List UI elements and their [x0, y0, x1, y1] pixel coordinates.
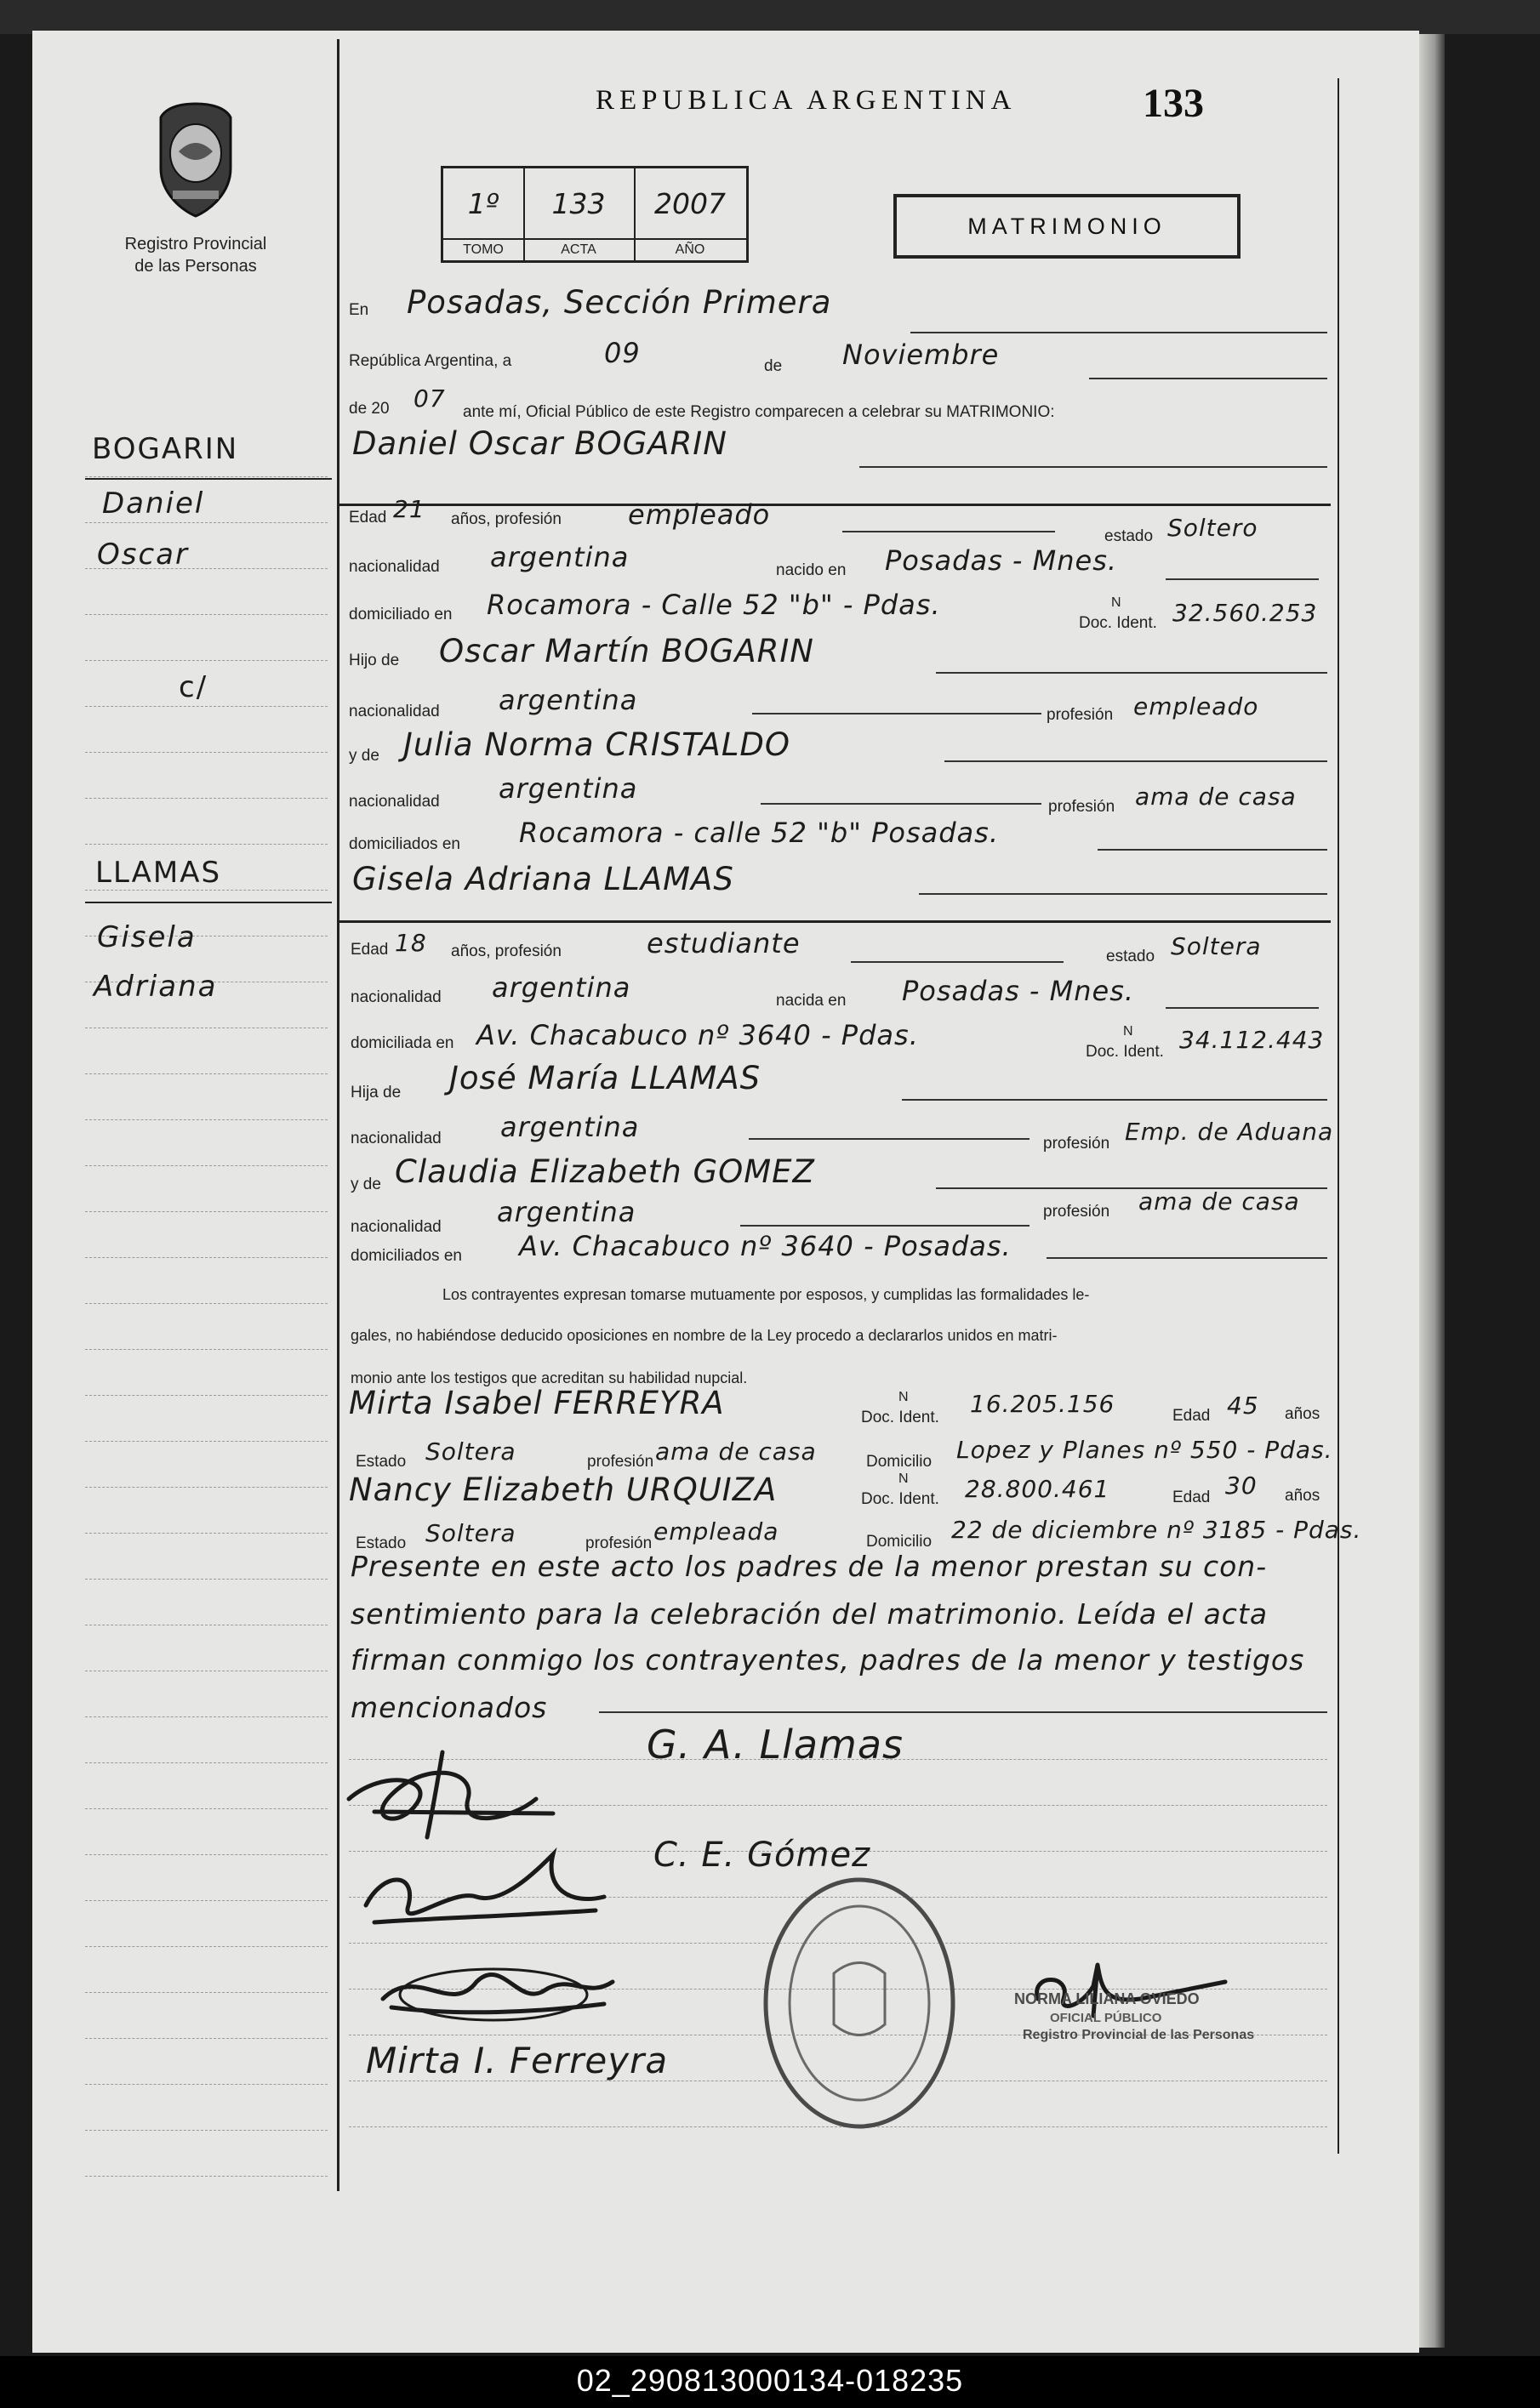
bride-parents-address-line — [1047, 1257, 1327, 1259]
official-seal-icon — [757, 1871, 961, 2135]
margin-groom-surname: BOGARIN — [92, 432, 239, 466]
groom-father-line — [936, 672, 1327, 674]
bride-mother-prof-label: profesión — [1043, 1203, 1110, 1221]
margin-ruled-line — [85, 844, 328, 845]
witness2-age: 30 — [1225, 1472, 1258, 1500]
witness1-address: Lopez y Planes nº 550 - Pdas. — [956, 1436, 1333, 1464]
margin-groom-first: Daniel — [102, 487, 205, 521]
margin-ruled-line — [85, 1992, 328, 1993]
groom-father-nat-label: nacionalidad — [349, 703, 440, 720]
month-value: Noviembre — [842, 339, 1000, 371]
intro-statement: ante mí, Oficial Público de este Registro comparecen a celebrar su MATRIMONIO: — [463, 403, 1055, 421]
page-number: 133 — [1143, 81, 1204, 126]
witness2-doc-label: Doc. Ident. — [861, 1490, 939, 1508]
acta-label: ACTA — [523, 238, 634, 260]
acta-value: 133 — [551, 187, 606, 220]
margin-ruled-line — [85, 1533, 328, 1534]
page-edge — [1419, 34, 1445, 2348]
margin-ruled-line — [85, 2038, 328, 2039]
bride-nacida-label: nacida en — [776, 992, 847, 1010]
day-value: 09 — [604, 337, 641, 369]
witness1-age: 45 — [1227, 1392, 1259, 1420]
margin-ruled-line — [85, 798, 328, 799]
bride-profession-label: años, profesión — [451, 942, 562, 960]
margin-ruled-line — [85, 2084, 328, 2085]
witness2-estado-label: Estado — [356, 1534, 407, 1552]
scan-background — [0, 0, 1540, 34]
bride-hija-label: Hija de — [351, 1084, 402, 1102]
margin-ruled-line — [85, 1762, 328, 1763]
bride-father-nationality: argentina — [500, 1111, 640, 1143]
margin-ruled-line — [85, 1441, 328, 1442]
acta-cell — [523, 168, 636, 260]
bride-mother-profession: ama de casa — [1138, 1187, 1300, 1215]
bride-mother-nat-label: nacionalidad — [351, 1218, 442, 1236]
groom-age: 21 — [393, 495, 425, 523]
tomo-value: 1º — [467, 187, 499, 220]
tomo-label: TOMO — [443, 238, 523, 260]
margin-ruled-line — [85, 2130, 328, 2131]
place-value: Posadas, Sección Primera — [407, 284, 832, 321]
witness2-doc-sup: N — [898, 1472, 909, 1486]
groom-mother-nationality: argentina — [499, 772, 638, 805]
month-line — [1089, 378, 1327, 379]
margin-ruled-line — [85, 1349, 328, 1350]
bride-parents-address: Av. Chacabuco nº 3640 - Posadas. — [519, 1230, 1012, 1262]
notes-line-1: Presente en este acto los padres de la menor prestan su con- — [351, 1550, 1268, 1583]
declaration-line-1: Los contrayentes expresan tomarse mutuamente por esposos, y cumplidas las formalidades le- — [442, 1286, 1090, 1303]
margin-ruled-line — [85, 1303, 328, 1304]
witness2-dom-label: Domicilio — [866, 1533, 933, 1551]
witness2-estado: Soltera — [425, 1519, 516, 1547]
margin-ruled-line — [85, 1579, 328, 1580]
year-cell — [634, 168, 746, 260]
groom-birthplace-line — [1166, 578, 1319, 580]
country-heading: REPUBLICA ARGENTINA — [596, 85, 1017, 116]
margin-ruled-line — [85, 1716, 328, 1717]
groom-mother-prof-label: profesión — [1048, 798, 1115, 816]
groom-full-name: Daniel Oscar BOGARIN — [352, 425, 727, 462]
year-label: AÑO — [634, 238, 746, 260]
witness2-signature-icon — [366, 1948, 621, 2033]
bride-birthplace: Posadas - Mnes. — [902, 975, 1135, 1007]
witness1-estado-label: Estado — [356, 1453, 407, 1471]
year-suffix: 07 — [414, 384, 446, 413]
groom-father-profession: empleado — [1133, 692, 1259, 720]
margin-ruled-line — [85, 2176, 328, 2177]
margin-ruled-line — [85, 1900, 328, 1901]
bride-father-nat-label: nacionalidad — [351, 1130, 442, 1147]
margin-bride-surname: LLAMAS — [95, 856, 222, 890]
margin-divider — [337, 39, 339, 2191]
bride-full-name: Gisela Adriana LLAMAS — [352, 861, 734, 897]
margin-bride-middle: Adriana — [94, 970, 218, 1004]
father-signature-icon — [349, 1837, 621, 1939]
bride-mother-nat-line — [740, 1225, 1030, 1227]
year-value: 2007 — [654, 187, 726, 220]
groom-section-rule — [337, 504, 1331, 506]
bride-nat-label: nacionalidad — [351, 988, 442, 1006]
witness1-anos-label: años — [1285, 1405, 1320, 1423]
notes-line-2: sentimiento para la celebración del matrimonio. Leída el acta — [351, 1597, 1269, 1631]
margin-ruled-line — [85, 1808, 328, 1809]
margin-ruled-line — [85, 1487, 328, 1488]
groom-yde-label: y de — [349, 747, 379, 765]
provincial-crest-icon — [149, 100, 242, 219]
margin-ruled-line — [85, 1946, 328, 1947]
bride-mother-nationality: argentina — [497, 1196, 636, 1228]
witness1-name: Mirta Isabel FERREYRA — [349, 1385, 725, 1421]
groom-parents-address-line — [1098, 849, 1327, 851]
groom-mother-profession: ama de casa — [1135, 783, 1297, 811]
groom-nat-label: nacionalidad — [349, 558, 440, 576]
witness1-estado: Soltera — [425, 1437, 516, 1466]
bride-edad-label: Edad — [351, 941, 389, 959]
margin-ruled-line — [85, 1165, 328, 1166]
margin-ruled-line — [85, 614, 328, 615]
notes-closing-line — [599, 1711, 1327, 1713]
groom-birthplace: Posadas - Mnes. — [885, 544, 1118, 577]
bride-father-line — [902, 1099, 1327, 1101]
groom-dom-label: domiciliado en — [349, 606, 453, 623]
republica-label: República Argentina, a — [349, 352, 512, 370]
margin-groom-underline — [85, 478, 332, 480]
record-type-box: MATRIMONIO — [893, 194, 1241, 259]
groom-doc-sup: N — [1111, 595, 1121, 610]
margin-groom-middle: Oscar — [97, 538, 189, 572]
place-line — [910, 332, 1327, 333]
stamp-registry: Registro Provincial de las Personas — [1023, 2028, 1255, 2042]
margin-bride-underline — [85, 902, 332, 903]
bride-father: José María LLAMAS — [449, 1060, 761, 1096]
groom-parents-address: Rocamora - calle 52 "b" Posadas. — [519, 817, 999, 849]
bride-section-rule — [337, 920, 1331, 923]
witness1-doc: 16.205.156 — [970, 1390, 1115, 1418]
witness1-signature: Mirta I. Ferreyra — [366, 2040, 669, 2081]
bride-name-line — [919, 893, 1327, 895]
witness1-doc-sup: N — [898, 1390, 909, 1404]
bride-estado-label: estado — [1106, 948, 1155, 965]
stamp-title: OFICIAL PÚBLICO — [1050, 2011, 1162, 2025]
stamp-name: NORMA LILIANA OVIEDO — [1014, 1990, 1200, 2007]
groom-profession: empleado — [628, 498, 771, 531]
margin-ruled-line — [85, 1257, 328, 1258]
groom-father-nat-line — [752, 713, 1041, 714]
witness1-prof-label: profesión — [587, 1453, 654, 1471]
witness2-name: Nancy Elizabeth URQUIZA — [349, 1472, 778, 1508]
witness2-edad-label: Edad — [1172, 1489, 1211, 1506]
groom-father-nationality: argentina — [499, 684, 638, 716]
bride-mother: Claudia Elizabeth GOMEZ — [395, 1153, 815, 1190]
registry-line-2: de las Personas — [134, 257, 257, 276]
witness2-address: 22 de diciembre nº 3185 - Pdas. — [951, 1516, 1362, 1544]
bride-doc: 34.112.443 — [1179, 1026, 1325, 1054]
witness1-edad-label: Edad — [1172, 1407, 1211, 1425]
bride-doc-label: Doc. Ident. — [1086, 1043, 1164, 1061]
groom-mother-nat-label: nacionalidad — [349, 793, 440, 811]
groom-signature-icon — [332, 1718, 587, 1846]
groom-father: Oscar Martín BOGARIN — [439, 633, 814, 669]
margin-ruled-line — [85, 1211, 328, 1212]
declaration-line-3: monio ante los testigos que acreditan su habilidad nupcial. — [351, 1369, 748, 1386]
margin-ruled-line — [85, 890, 328, 891]
witness2-prof-label: profesión — [585, 1534, 653, 1552]
groom-nacido-label: nacido en — [776, 561, 847, 579]
groom-estado: Soltero — [1167, 514, 1258, 542]
bride-birthplace-line — [1166, 1007, 1319, 1009]
margin-ruled-line — [85, 1073, 328, 1074]
bride-parents-dom-label: domiciliados en — [351, 1247, 462, 1265]
mother-signature: C. E. Gómez — [653, 1836, 871, 1875]
groom-profession-line — [842, 531, 1055, 532]
bride-father-nat-line — [749, 1138, 1030, 1140]
groom-father-prof-label: profesión — [1047, 706, 1114, 724]
bride-father-profession: Emp. de Aduana — [1125, 1118, 1334, 1146]
groom-edad-label: Edad — [349, 509, 387, 527]
bride-doc-sup: N — [1123, 1024, 1133, 1039]
groom-mother-nat-line — [761, 803, 1041, 805]
margin-ruled-line — [85, 660, 328, 661]
margin-ruled-line — [85, 522, 328, 523]
right-border — [1338, 78, 1339, 2154]
witness1-profession: ama de casa — [655, 1437, 817, 1466]
witness2-anos-label: años — [1285, 1487, 1320, 1505]
groom-name-line — [859, 466, 1327, 468]
notes-line-4: mencionados — [351, 1691, 548, 1724]
registry-line-1: Registro Provincial — [124, 235, 267, 253]
bride-father-prof-label: profesión — [1043, 1135, 1110, 1153]
witness1-dom-label: Domicilio — [866, 1453, 933, 1471]
groom-doc: 32.560.253 — [1172, 599, 1318, 627]
groom-mother: Julia Norma CRISTALDO — [403, 726, 791, 763]
registry-box — [441, 166, 749, 263]
witness2-profession: empleada — [653, 1517, 779, 1546]
groom-estado-label: estado — [1104, 527, 1154, 545]
year-prefix: de 20 — [349, 400, 390, 418]
margin-ruled-line — [85, 706, 328, 707]
bride-dom-label: domiciliada en — [351, 1034, 454, 1052]
groom-profession-label: años, profesión — [451, 510, 562, 528]
groom-address: Rocamora - Calle 52 "b" - Pdas. — [487, 589, 941, 621]
witness2-doc: 28.800.461 — [965, 1475, 1110, 1503]
bride-age: 18 — [395, 929, 427, 957]
en-label: En — [349, 301, 369, 319]
bride-profession: estudiante — [647, 927, 801, 959]
margin-ruled-line — [85, 1119, 328, 1120]
margin-ruled-line — [85, 1854, 328, 1855]
bride-yde-label: y de — [351, 1176, 381, 1193]
image-id-label: 02_290813000134-018235 — [576, 2363, 964, 2398]
de-label: de — [764, 357, 783, 375]
groom-nationality: argentina — [490, 541, 630, 573]
bride-address: Av. Chacabuco nº 3640 - Pdas. — [476, 1019, 919, 1051]
declaration-line-2: gales, no habiéndose deducido oposiciones en nombre de la Ley procedo a declararlos unidos en matri- — [351, 1327, 1058, 1344]
witness1-doc-label: Doc. Ident. — [861, 1409, 939, 1426]
margin-bride-first: Gisela — [97, 920, 197, 954]
notes-line-3: firman conmigo los contrayentes, padres de la menor y testigos — [351, 1643, 1305, 1676]
groom-hijo-label: Hijo de — [349, 652, 400, 669]
margin-connector: c/ — [179, 670, 208, 704]
groom-parents-dom-label: domiciliados en — [349, 835, 460, 853]
margin-ruled-line — [85, 752, 328, 753]
margin-ruled-line — [85, 1395, 328, 1396]
groom-mother-line — [944, 760, 1327, 762]
tomo-cell — [443, 168, 525, 260]
groom-doc-label: Doc. Ident. — [1079, 614, 1157, 632]
bride-signature: G. A. Llamas — [647, 1722, 904, 1768]
bride-estado: Soltera — [1171, 932, 1262, 960]
margin-ruled-line — [85, 476, 328, 477]
bride-profession-line — [851, 961, 1064, 963]
bride-nationality: argentina — [492, 971, 631, 1004]
